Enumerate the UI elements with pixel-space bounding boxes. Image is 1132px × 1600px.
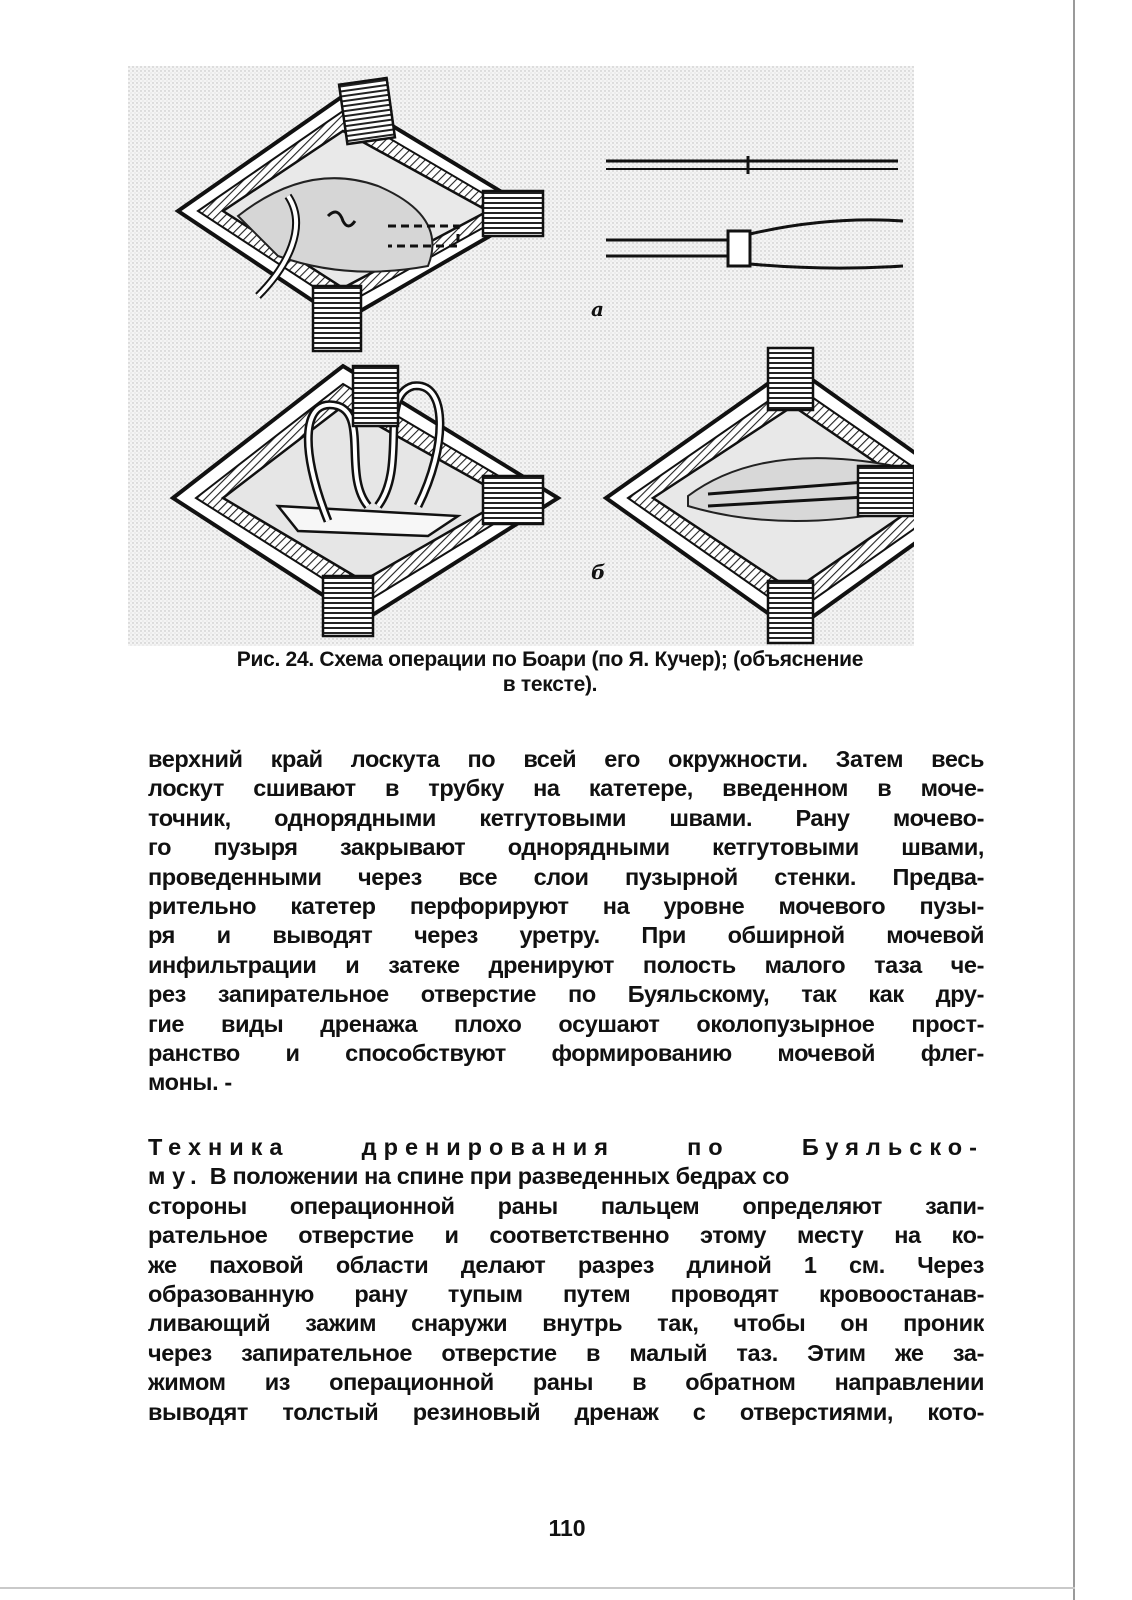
figure-label-b: б: [591, 560, 606, 584]
caption-line-2: в тексте).: [502, 673, 598, 696]
text-line: ранство и способствуют формированию мочевой флег-: [148, 1039, 984, 1066]
text-line: проведенными через все слои пузырной стенки. Предва-: [148, 863, 984, 890]
paragraph-1: [148, 745, 984, 1098]
text-line: выводят толстый резиновый дренаж с отверстиями, кото-: [148, 1398, 984, 1425]
text-line: же паховой области делают разрез длиной 1 см. Через: [148, 1251, 984, 1278]
paragraph-2: [148, 1133, 984, 1427]
text-line: верхний край лоскута по всей его окружности. Затем весь: [148, 746, 984, 772]
text-line: через запирательное отверстие в малый таз. Этим же за-: [148, 1339, 984, 1366]
page-edge-bottom: [0, 1587, 1075, 1589]
surgical-figure: [128, 66, 914, 646]
text-line: рез запирательное отверстие по Буяльскому, так как дру-: [148, 981, 984, 1008]
text-line: точник, однорядными кетгутовыми швами. Рану мочево-: [148, 804, 984, 831]
text-line: рательное отверстие и соответственно этому месту на ко-: [148, 1222, 984, 1249]
text-line: образованную рану тупым путем проводят кровоостанав-: [148, 1280, 984, 1307]
text-line: рительно катетер перфорируют на уровне мочевого пузы-: [148, 892, 984, 919]
page-number: 110: [548, 1515, 586, 1541]
text-line: лоскут сшивают в трубку на катетере, введенном в моче-: [148, 775, 984, 802]
text-line: стороны операционной раны пальцем определяют запи-: [148, 1192, 984, 1219]
section-heading-spaced: Техника дренирования по Буяльско-: [148, 1134, 984, 1160]
text-line: моны. -: [148, 1069, 232, 1096]
page-edge-right: [1073, 0, 1075, 1600]
figure-label-a: а: [591, 297, 604, 321]
text-line: инфильтрации и затеке дренируют полость малого таза че-: [148, 951, 984, 978]
figure-caption: [150, 647, 950, 697]
text-line: ливающий зажим снаружи внутрь так, чтобы он проник: [148, 1310, 984, 1337]
text-line: го пузыря закрывают однорядными кетгутовыми швами,: [148, 834, 984, 861]
text-line-first-rest: В положении на спине при разведенных бедрах со: [209, 1163, 789, 1190]
text-line: жимом из операционной раны в обратном направлении: [148, 1369, 984, 1396]
caption-line-1: Рис. 24. Схема операции по Боари (по Я. Кучер); (объяснение: [236, 648, 864, 671]
section-heading-tail: му.: [148, 1163, 204, 1190]
text-line: гие виды дренажа плохо осушают околопузырное прост-: [148, 1010, 984, 1037]
text-line: ря и выводят через уретру. При обширной мочевой: [148, 922, 984, 949]
text-line-first: [148, 1162, 984, 1191]
